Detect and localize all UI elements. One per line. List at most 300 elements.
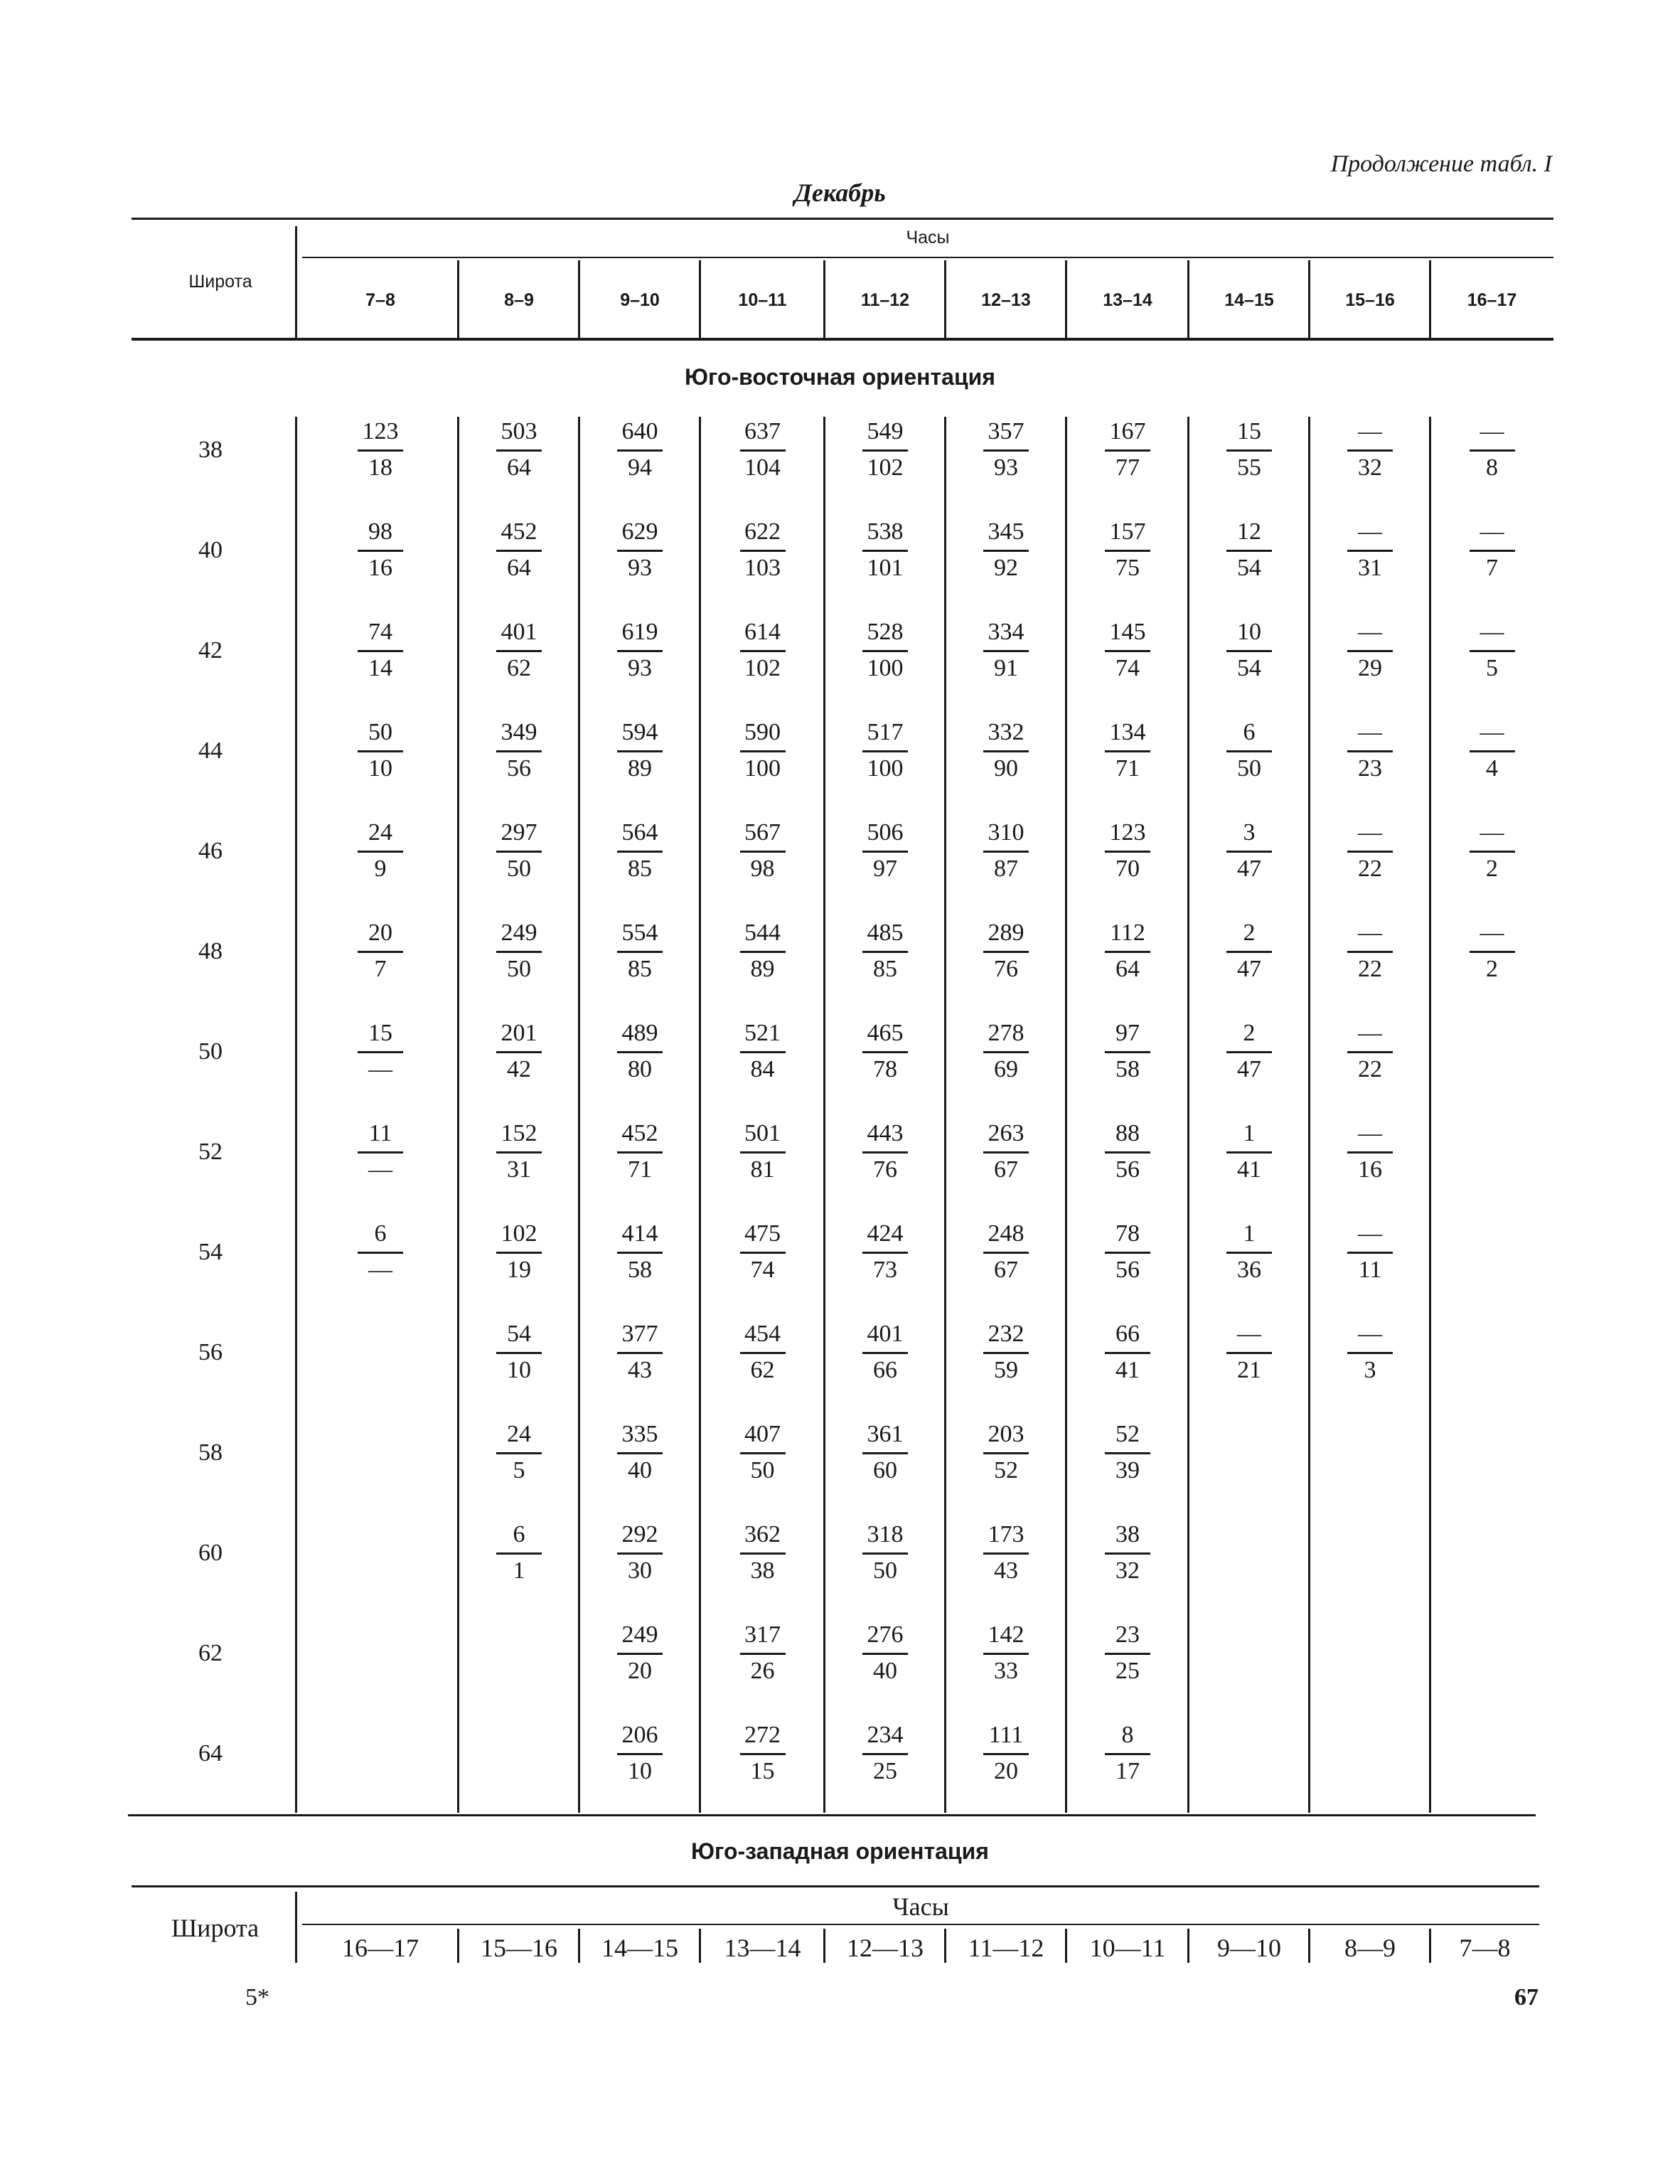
fraction-cell — [727, 420, 798, 483]
fraction-bar — [1347, 449, 1393, 452]
hour-column-header: 16–17 — [1467, 290, 1517, 310]
fraction-cell — [850, 720, 921, 784]
fraction-cell — [1092, 1021, 1163, 1085]
fraction-cell — [970, 1422, 1042, 1486]
fraction-denominator: 97 — [873, 856, 897, 882]
fraction-numerator: 401 — [501, 619, 537, 645]
sw-column-divider — [457, 1929, 459, 1963]
fraction-numerator: 454 — [744, 1321, 781, 1347]
hour-column-header: 9–10 — [620, 290, 660, 310]
fraction-denominator: — — [368, 1156, 392, 1183]
fraction-numerator: 173 — [988, 1521, 1024, 1548]
fraction-numerator: 97 — [1115, 1020, 1140, 1046]
fraction-cell — [970, 1723, 1042, 1786]
fraction-numerator: 74 — [368, 619, 392, 645]
fraction-bar — [1226, 1151, 1272, 1154]
fraction-bar — [862, 1252, 908, 1254]
fraction-denominator: 30 — [628, 1557, 652, 1584]
fraction-numerator: — — [1480, 619, 1504, 645]
fraction-numerator: 98 — [368, 518, 392, 545]
fraction-cell — [483, 1222, 555, 1285]
header-column-divider — [823, 260, 825, 340]
fraction-cell — [970, 520, 1042, 583]
fraction-denominator: 25 — [1115, 1658, 1140, 1684]
fraction-denominator: 22 — [1358, 956, 1382, 982]
fraction-numerator: 102 — [501, 1220, 537, 1247]
fraction-cell — [727, 720, 798, 784]
sw-hour-column-header: 11—12 — [968, 1934, 1044, 1962]
fraction-cell — [970, 420, 1042, 483]
fraction-bar — [358, 650, 403, 652]
fraction-denominator: 40 — [628, 1457, 652, 1483]
hour-column-header: 12–13 — [981, 290, 1031, 310]
sw-hour-column-header: 10—11 — [1089, 1934, 1166, 1962]
fraction-bar — [1470, 750, 1515, 752]
fraction-cell — [727, 620, 798, 683]
fraction-numerator: 249 — [621, 1621, 658, 1648]
fraction-numerator: 538 — [867, 518, 904, 545]
fraction-numerator: 335 — [621, 1421, 658, 1447]
fraction-bar — [983, 1151, 1029, 1154]
fraction-denominator: 77 — [1115, 454, 1140, 481]
fraction-numerator: — — [1358, 719, 1382, 745]
fraction-cell — [1092, 620, 1163, 683]
fraction-cell — [604, 821, 675, 884]
sw-hour-column-header: 8—9 — [1344, 1934, 1396, 1962]
fraction-numerator: — — [1358, 1321, 1382, 1347]
fraction-denominator: 81 — [750, 1156, 775, 1183]
fraction-cell — [727, 1222, 798, 1285]
fraction-bar — [862, 1452, 908, 1454]
signature-mark: 5* — [245, 1984, 269, 2010]
fraction-denominator: 15 — [750, 1758, 775, 1784]
fraction-numerator: 564 — [621, 819, 658, 846]
fraction-cell — [604, 921, 675, 984]
table-bottom-rule — [128, 1814, 1536, 1816]
fraction-bar — [617, 1653, 663, 1655]
fraction-numerator: 619 — [621, 619, 658, 645]
fraction-numerator: 12 — [1237, 518, 1261, 545]
fraction-numerator: 521 — [744, 1020, 781, 1046]
fraction-denominator: 23 — [1358, 755, 1382, 782]
fraction-bar — [617, 951, 663, 953]
fraction-cell — [970, 1122, 1042, 1185]
fraction-bar — [1105, 1653, 1150, 1655]
fraction-numerator: 248 — [988, 1220, 1024, 1247]
fraction-numerator: 123 — [362, 418, 399, 444]
fraction-denominator: 100 — [867, 655, 904, 681]
fraction-cell — [970, 1021, 1042, 1085]
fraction-cell — [1457, 420, 1528, 483]
fraction-denominator: 43 — [628, 1357, 652, 1383]
fraction-numerator: 203 — [988, 1421, 1024, 1447]
fraction-bar — [1105, 1051, 1150, 1053]
fraction-cell — [970, 1222, 1042, 1285]
fraction-denominator: 19 — [507, 1257, 531, 1283]
fraction-cell — [1214, 1222, 1285, 1285]
fraction-bar — [983, 1252, 1029, 1254]
fraction-denominator: 21 — [1237, 1357, 1261, 1383]
southeast-section-title: Юго-восточная ориентация — [685, 364, 995, 390]
fraction-cell — [850, 620, 921, 683]
fraction-denominator: 16 — [368, 555, 392, 581]
fraction-cell — [1214, 520, 1285, 583]
fraction-bar — [617, 851, 663, 853]
fraction-denominator: 58 — [628, 1257, 652, 1283]
fraction-denominator: 40 — [873, 1658, 897, 1684]
fraction-denominator: 47 — [1237, 956, 1261, 982]
fraction-numerator: 544 — [744, 920, 781, 946]
fraction-cell — [1092, 1222, 1163, 1285]
month-title: Декабрь — [794, 179, 886, 207]
fraction-cell — [604, 1523, 675, 1586]
fraction-bar — [740, 1452, 786, 1454]
sw-column-divider — [1308, 1929, 1310, 1963]
fraction-bar — [862, 1753, 908, 1755]
fraction-denominator: 67 — [994, 1257, 1018, 1283]
fraction-bar — [358, 449, 403, 452]
fraction-bar — [1226, 951, 1272, 953]
fraction-cell — [850, 1122, 921, 1185]
fraction-bar — [740, 1051, 786, 1053]
fraction-bar — [862, 650, 908, 652]
fraction-numerator: 362 — [744, 1521, 781, 1548]
fraction-bar — [1226, 1252, 1272, 1254]
fraction-numerator: — — [1237, 1321, 1261, 1347]
fraction-denominator: 92 — [994, 555, 1018, 581]
fraction-numerator: 297 — [501, 819, 537, 846]
hour-column-header: 10–11 — [738, 290, 787, 310]
fraction-denominator: 10 — [507, 1357, 531, 1383]
fraction-numerator: 24 — [368, 819, 392, 846]
fraction-bar — [496, 851, 542, 853]
fraction-denominator: 89 — [628, 755, 652, 782]
latitude-value: 60 — [198, 1540, 223, 1566]
fraction-numerator: 15 — [1237, 418, 1261, 444]
fraction-numerator: 8 — [1121, 1722, 1134, 1748]
fraction-cell — [970, 720, 1042, 784]
column-divider — [699, 417, 701, 1813]
sw-hour-column-header: 12—13 — [847, 1934, 924, 1962]
fraction-denominator: 5 — [513, 1457, 525, 1483]
column-divider — [1308, 417, 1310, 1813]
fraction-cell — [483, 1021, 555, 1085]
sw-hour-column-header: 14—15 — [601, 1934, 678, 1962]
fraction-bar — [1226, 750, 1272, 752]
header-divider — [295, 226, 297, 340]
fraction-cell — [1214, 921, 1285, 984]
fraction-cell — [727, 921, 798, 984]
fraction-denominator: 25 — [873, 1758, 897, 1784]
fraction-denominator: 41 — [1237, 1156, 1261, 1183]
column-divider — [944, 417, 946, 1813]
fraction-numerator: — — [1358, 1220, 1382, 1247]
hour-column-header: 15–16 — [1345, 290, 1395, 310]
fraction-cell — [727, 1523, 798, 1586]
fraction-denominator: 67 — [994, 1156, 1018, 1183]
fraction-numerator: 345 — [988, 518, 1024, 545]
fraction-numerator: 157 — [1109, 518, 1146, 545]
fraction-cell — [604, 620, 675, 683]
fraction-bar — [617, 650, 663, 652]
sw-top-rule — [132, 1885, 1539, 1887]
fraction-numerator: 594 — [621, 719, 658, 745]
fraction-bar — [358, 750, 403, 752]
fraction-cell — [604, 520, 675, 583]
fraction-bar — [1105, 750, 1150, 752]
fraction-bar — [496, 1151, 542, 1154]
fraction-bar — [358, 851, 403, 853]
fraction-cell — [1092, 921, 1163, 984]
continuation-label: Продолжение табл. I — [1330, 151, 1552, 177]
fraction-bar — [983, 1653, 1029, 1655]
fraction-numerator: — — [1358, 518, 1382, 545]
fraction-cell — [345, 821, 416, 884]
fraction-bar — [983, 1352, 1029, 1354]
fraction-denominator: 85 — [628, 856, 652, 882]
fraction-cell — [1092, 1523, 1163, 1586]
fraction-cell — [1457, 921, 1528, 984]
fraction-numerator: 318 — [867, 1521, 904, 1548]
fraction-bar — [496, 750, 542, 752]
column-divider — [823, 417, 825, 1813]
fraction-cell — [727, 1122, 798, 1185]
fraction-bar — [740, 750, 786, 752]
fraction-numerator: 517 — [867, 719, 904, 745]
fraction-cell — [1457, 620, 1528, 683]
fraction-bar — [617, 1753, 663, 1755]
page-number: 67 — [1514, 1984, 1539, 2010]
fraction-bar — [740, 1352, 786, 1354]
header-column-divider — [1065, 260, 1067, 340]
fraction-cell — [483, 420, 555, 483]
fraction-cell — [727, 1021, 798, 1085]
latitude-value: 46 — [198, 838, 223, 864]
fraction-denominator: 9 — [374, 856, 387, 882]
fraction-numerator: — — [1358, 1120, 1382, 1146]
fraction-denominator: 76 — [873, 1156, 897, 1183]
fraction-bar — [617, 750, 663, 752]
fraction-denominator: 60 — [873, 1457, 897, 1483]
fraction-bar — [862, 550, 908, 552]
fraction-denominator: 87 — [994, 856, 1018, 882]
fraction-denominator: 62 — [507, 655, 531, 681]
fraction-cell — [604, 1723, 675, 1786]
fraction-numerator: 567 — [744, 819, 781, 846]
fraction-cell — [970, 1623, 1042, 1686]
fraction-denominator: 90 — [994, 755, 1018, 782]
header-column-divider — [1429, 260, 1431, 340]
fraction-bar — [617, 1352, 663, 1354]
fraction-denominator: 98 — [750, 856, 775, 882]
fraction-numerator: — — [1358, 920, 1382, 946]
fraction-denominator: 93 — [994, 454, 1018, 481]
fraction-numerator: 52 — [1115, 1421, 1140, 1447]
fraction-denominator: 8 — [1486, 454, 1498, 481]
fraction-numerator: 2 — [1243, 920, 1256, 946]
fraction-denominator: 104 — [744, 454, 781, 481]
fraction-cell — [970, 821, 1042, 884]
fraction-cell — [1092, 1422, 1163, 1486]
fraction-cell — [1214, 1021, 1285, 1085]
fraction-cell — [1334, 720, 1406, 784]
fraction-denominator: 4 — [1486, 755, 1498, 782]
fraction-denominator: 71 — [1115, 755, 1140, 782]
fraction-numerator: 407 — [744, 1421, 781, 1447]
fraction-denominator: 74 — [750, 1257, 775, 1283]
fraction-bar — [1226, 650, 1272, 652]
fraction-denominator: 10 — [628, 1758, 652, 1784]
fraction-cell — [345, 1122, 416, 1185]
fraction-cell — [1092, 1322, 1163, 1385]
fraction-denominator: 84 — [750, 1056, 775, 1082]
fraction-bar — [358, 550, 403, 552]
fraction-bar — [740, 1552, 786, 1555]
fraction-bar — [1347, 550, 1393, 552]
fraction-bar — [862, 449, 908, 452]
fraction-numerator: 1 — [1243, 1220, 1256, 1247]
sw-hour-column-header: 7—8 — [1459, 1934, 1511, 1962]
fraction-numerator: 38 — [1115, 1521, 1140, 1548]
fraction-cell — [1457, 520, 1528, 583]
fraction-denominator: 76 — [994, 956, 1018, 982]
column-divider — [1429, 417, 1431, 1813]
fraction-bar — [1226, 449, 1272, 452]
fraction-cell — [483, 1122, 555, 1185]
fraction-bar — [1470, 851, 1515, 853]
fraction-denominator: 56 — [1115, 1257, 1140, 1283]
fraction-denominator: — — [368, 1056, 392, 1082]
fraction-numerator: 501 — [744, 1120, 781, 1146]
fraction-denominator: 62 — [750, 1357, 775, 1383]
fraction-denominator: 11 — [1358, 1257, 1382, 1283]
fraction-denominator: 22 — [1358, 1056, 1382, 1082]
fraction-numerator: 2 — [1243, 1020, 1256, 1046]
fraction-denominator: 66 — [873, 1357, 897, 1383]
sw-hour-column-header: 9—10 — [1217, 1934, 1281, 1962]
fraction-bar — [496, 1051, 542, 1053]
fraction-numerator: — — [1480, 719, 1504, 745]
fraction-bar — [617, 1252, 663, 1254]
fraction-numerator: 506 — [867, 819, 904, 846]
fraction-cell — [1334, 620, 1406, 683]
fraction-bar — [1105, 550, 1150, 552]
fraction-cell — [1334, 1021, 1406, 1085]
fraction-numerator: 15 — [368, 1020, 392, 1046]
fraction-bar — [496, 951, 542, 953]
fraction-denominator: 43 — [994, 1557, 1018, 1584]
fraction-denominator: 70 — [1115, 856, 1140, 882]
fraction-cell — [850, 420, 921, 483]
fraction-bar — [1347, 750, 1393, 752]
hour-column-header: 11–12 — [860, 290, 910, 310]
fraction-bar — [740, 550, 786, 552]
fraction-denominator: 93 — [628, 555, 652, 581]
latitude-header: Широта — [188, 272, 252, 292]
fraction-bar — [740, 1252, 786, 1254]
fraction-cell — [850, 821, 921, 884]
fraction-bar — [1105, 449, 1150, 452]
fraction-numerator: 334 — [988, 619, 1024, 645]
fraction-numerator: 349 — [501, 719, 537, 745]
fraction-numerator: 66 — [1115, 1321, 1140, 1347]
fraction-bar — [740, 951, 786, 953]
fraction-cell — [604, 420, 675, 483]
fraction-cell — [345, 520, 416, 583]
header-column-divider — [1187, 260, 1189, 340]
fraction-bar — [983, 1051, 1029, 1053]
fraction-bar — [983, 851, 1029, 853]
fraction-bar — [740, 449, 786, 452]
fraction-denominator: 50 — [750, 1457, 775, 1483]
fraction-cell — [604, 1623, 675, 1686]
fraction-denominator: 2 — [1486, 956, 1498, 982]
fraction-denominator: 42 — [507, 1056, 531, 1082]
fraction-denominator: 31 — [1358, 555, 1382, 581]
fraction-cell — [604, 1322, 675, 1385]
fraction-denominator: 5 — [1486, 655, 1498, 681]
sw-latitude-header: Широта — [171, 1914, 260, 1942]
fraction-numerator: 234 — [867, 1722, 904, 1748]
header-column-divider — [699, 260, 701, 340]
header-column-divider — [1308, 260, 1310, 340]
fraction-bar — [1226, 550, 1272, 552]
fraction-numerator: 134 — [1109, 719, 1146, 745]
hour-column-header: 7–8 — [365, 290, 395, 310]
fraction-bar — [496, 449, 542, 452]
fraction-numerator: 414 — [621, 1220, 658, 1247]
fraction-cell — [483, 720, 555, 784]
fraction-bar — [1105, 951, 1150, 953]
fraction-denominator: 54 — [1237, 655, 1261, 681]
fraction-numerator: 88 — [1115, 1120, 1140, 1146]
fraction-numerator: 263 — [988, 1120, 1024, 1146]
fraction-bar — [1470, 650, 1515, 652]
fraction-cell — [850, 1523, 921, 1586]
fraction-denominator: 38 — [750, 1557, 775, 1584]
fraction-denominator: 59 — [994, 1357, 1018, 1383]
fraction-cell — [345, 1021, 416, 1085]
fraction-denominator: 102 — [867, 454, 904, 481]
fraction-denominator: 56 — [507, 755, 531, 782]
latitude-value: 62 — [198, 1640, 223, 1666]
fraction-cell — [727, 1623, 798, 1686]
fraction-bar — [983, 951, 1029, 953]
fraction-bar — [862, 1151, 908, 1154]
fraction-cell — [970, 620, 1042, 683]
fraction-denominator: 64 — [1115, 956, 1140, 982]
fraction-cell — [850, 520, 921, 583]
fraction-numerator: 11 — [368, 1120, 392, 1146]
latitude-value: 40 — [198, 537, 223, 563]
fraction-numerator: 20 — [368, 920, 392, 946]
fraction-numerator: 6 — [513, 1521, 525, 1548]
fraction-cell — [727, 1322, 798, 1385]
fraction-denominator: 1 — [513, 1557, 525, 1584]
fraction-cell — [970, 1322, 1042, 1385]
fraction-bar — [617, 1151, 663, 1154]
column-divider — [578, 417, 580, 1813]
fraction-numerator: 629 — [621, 518, 658, 545]
fraction-cell — [345, 1222, 416, 1285]
fraction-bar — [1347, 1252, 1393, 1254]
fraction-numerator: 357 — [988, 418, 1024, 444]
sw-column-divider — [1187, 1929, 1189, 1963]
fraction-numerator: 637 — [744, 418, 781, 444]
fraction-cell — [1334, 1122, 1406, 1185]
fraction-bar — [1347, 1151, 1393, 1154]
sw-column-divider — [1065, 1929, 1067, 1963]
